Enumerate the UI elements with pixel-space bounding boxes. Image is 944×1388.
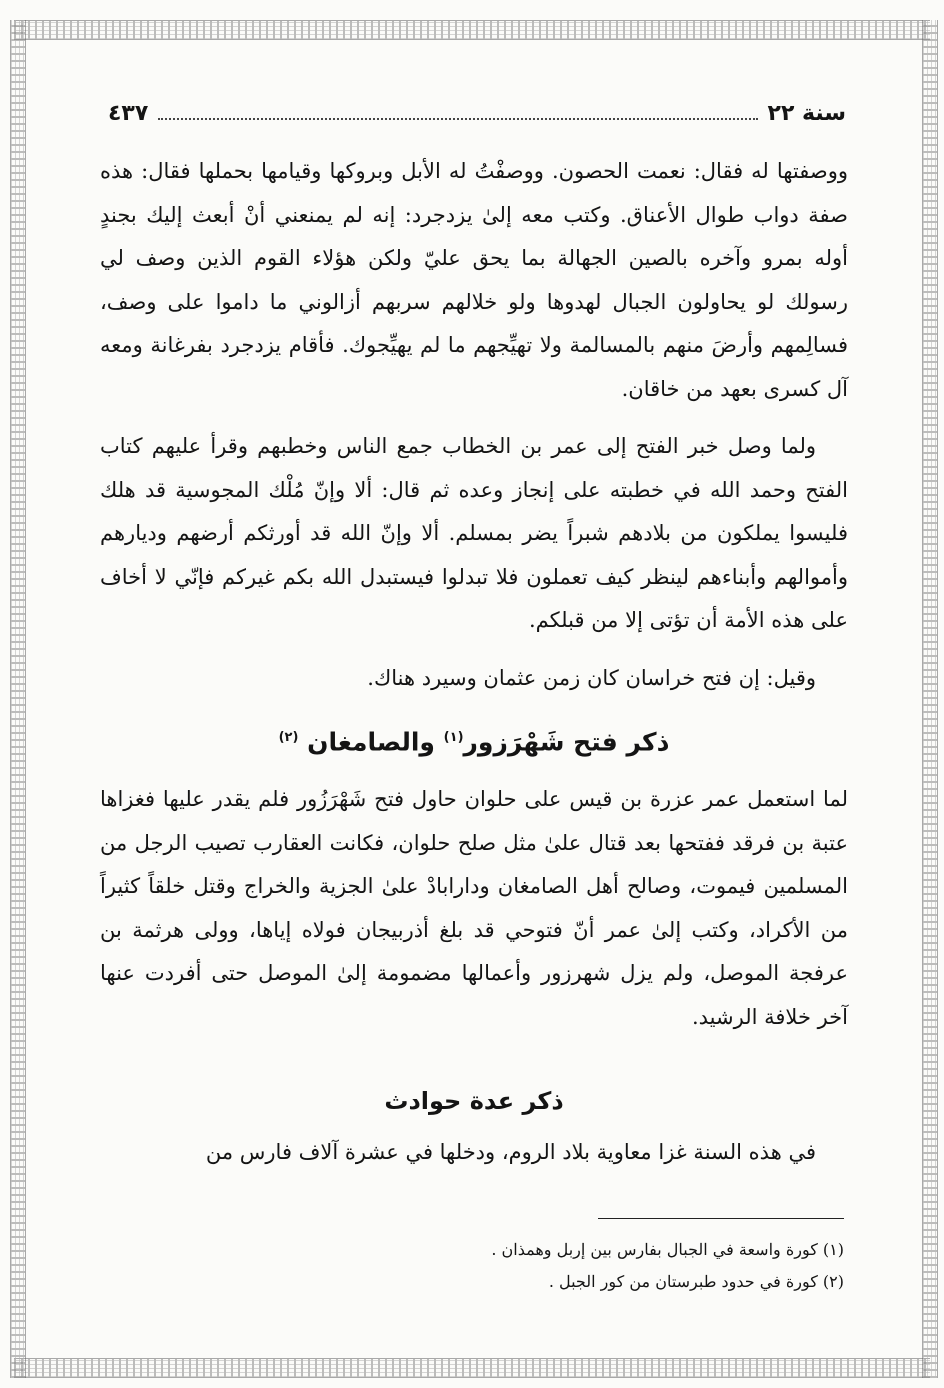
paragraph: في هذه السنة غزا معاوية بلاد الروم، ودخلها في عشرة آلاف فارس من [205, 1140, 816, 1165]
heading-text: والصامغان [298, 727, 444, 757]
footnote: (١) كورة واسعة في الجبال بفارس بين إربل وهمذان . [491, 1240, 844, 1259]
year-label: سنة ٢٢ [767, 100, 846, 126]
decorative-border-top [14, 20, 930, 40]
heading-text: ذكر فتح شَهْرَزور [463, 727, 670, 757]
running-header [108, 96, 846, 130]
footnote: (٢) كورة في حدود طبرستان من كور الجبل . [548, 1272, 844, 1291]
decorative-border-left [10, 20, 26, 1378]
section-heading [100, 718, 848, 762]
footnote-marker: (١) [443, 730, 464, 745]
footnotes [100, 1234, 844, 1298]
paragraph: وقيل: إن فتح خراسان كان زمن عثمان وسيرد هناك. [367, 665, 816, 690]
paragraph: لما استعمل عمر عزرة بن قيس على حلوان حاول فتح شَهْرَزُور فلم يقدر عليها فغزاها عتبة بن فرقد ففتحها بعد قتال علىٰ مثل صلح حلوان، فكانت العقارب تصيب الرجل من المسلمين فيموت، وصالح أهل الصامغان ودارابادْ علىٰ الجزية والخراج وقتل خلقاً كثيراً من الأكراد، وكتب إلىٰ عمر أنّ فتوحي قد بلغ أذربيجان فولاه إياها، وولى هرثمة بن عرفجة الموصل، ولم يزل شهرزور وأعمالها مضمومة إلىٰ الموصل حتى أفردت عنها آخر خلافة الرشيد. [100, 787, 848, 1029]
page-number: ٤٣٧ [108, 100, 149, 126]
paragraph: ولما وصل خبر الفتح إلى عمر بن الخطاب جمع الناس وخطبهم وقرأ عليهم كتاب الفتح وحمد الله في خطبته على إنجاز وعده ثم قال: ألا وإنّ مُلْك المجوسية قد هلك فليسوا يملكون من بلادهم شبراً يضر بمسلم. ألا وإنّ الله قد أورثكم أرضهم وديارهم وأموالهم وأبناءهم لينظر كيف تعملون فلا تبدلوا فيستبدل الله بكم غيركم فإنّي لا أخاف على هذه الأمة أن تؤتى إلا من قبلكم. [100, 434, 848, 632]
main-text [100, 150, 848, 1175]
section-heading: ذكر عدة حوادث [384, 1087, 564, 1116]
footnote-marker: (٢) [278, 730, 299, 745]
decorative-border-bottom [14, 1358, 930, 1378]
footnote-divider [598, 1218, 844, 1219]
decorative-border-right [922, 20, 938, 1378]
header-leader-dots [158, 106, 757, 120]
paragraph: ووصفتها له فقال: نعمت الحصون. ووصفْتُ له الأبل وبروكها وقيامها بحملها فقال: هذه صفة دواب طوال الأعناق. وكتب معه إلىٰ يزدجرد: إنه لم يمنعني أنْ أبعث إليك بجندٍ أوله بمرو وآخره بالصين الجهالة بما يحق عليّ ولكن هؤلاء القوم الذين وصف لي رسولك لو يحاولون الجبال لهدوها ولو خلالهم سربهم أزالوني ما داموا على وصف، فسالِمهم وأرضَ منهم بالمسالمة ولا تهيِّجهم ما لم يهيِّجوك. فأقام يزدجرد بفرغانة ومعه آل كسرى بعهد من خاقان. [100, 159, 848, 401]
